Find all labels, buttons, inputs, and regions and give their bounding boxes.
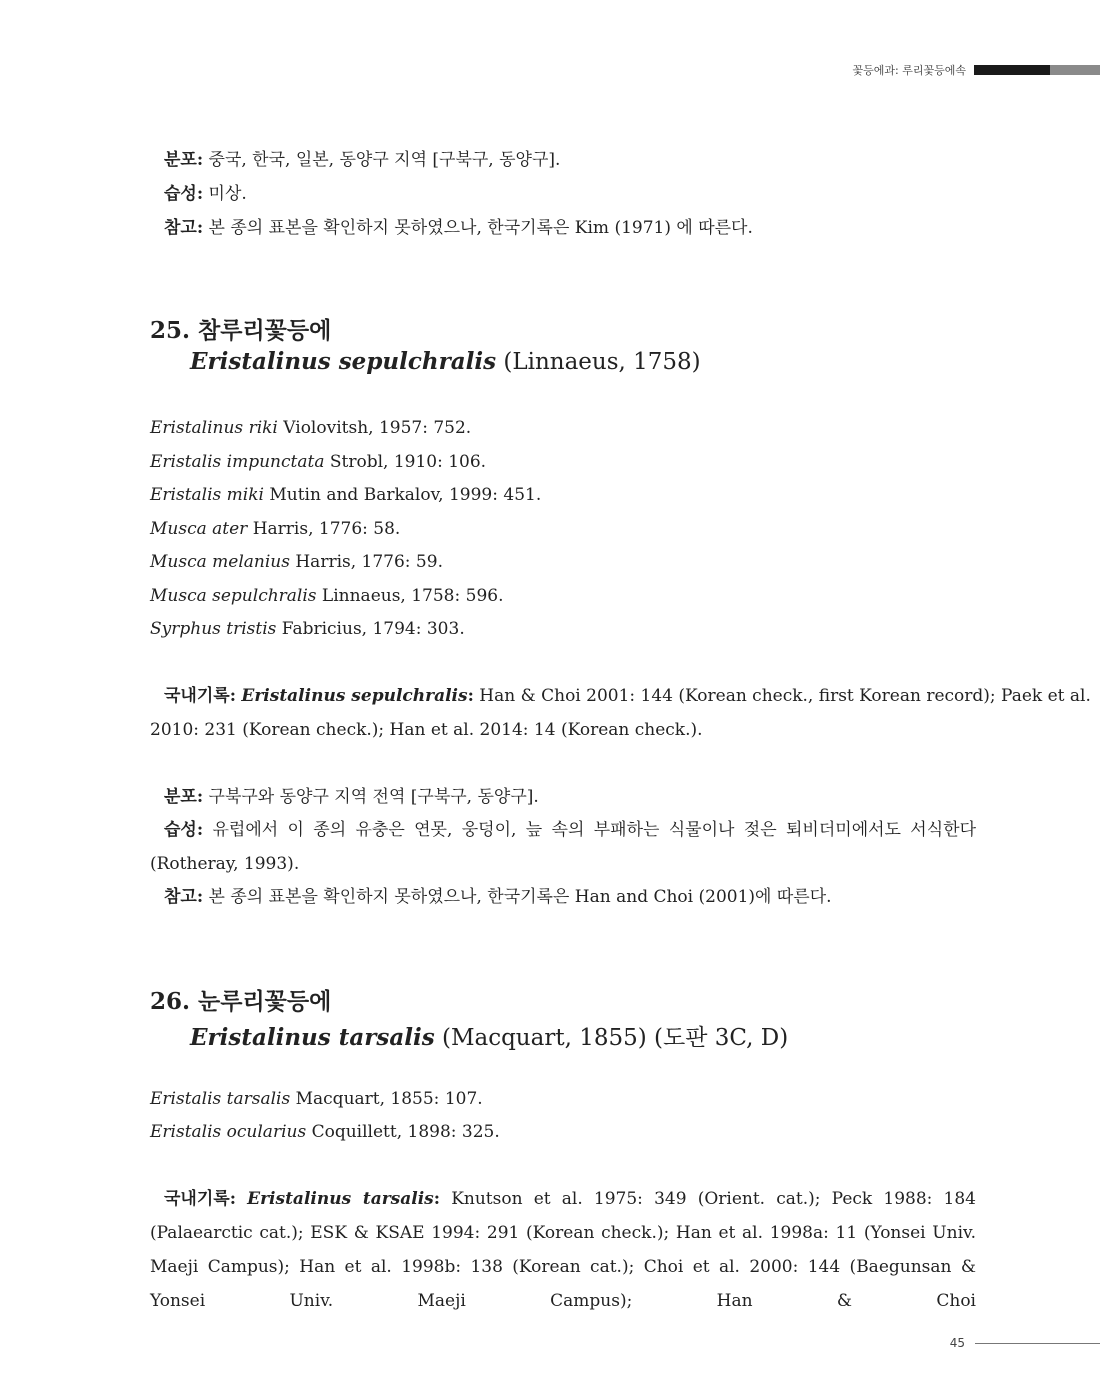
synonym-line <box>150 1115 976 1149</box>
habit-text: 미상. <box>203 184 247 204</box>
synonym-name: Eristalis impunctata <box>150 452 325 472</box>
habit-label: 습성: <box>164 184 204 204</box>
distribution-label: 분포: <box>164 150 204 170</box>
synonym-line <box>150 579 976 613</box>
notes-label: 참고: <box>164 218 204 238</box>
header-bar-dark <box>974 65 1050 75</box>
synonym-line <box>150 545 976 579</box>
species-25-title: 25. 참루리꽃등에 <box>150 317 332 344</box>
distribution-label: 분포: <box>164 787 204 807</box>
synonym-ref: Mutin and Barkalov, 1999: 451. <box>263 485 542 505</box>
habit-label: 습성: <box>164 820 204 840</box>
synonym-name: Eristalis miki <box>150 485 264 505</box>
sci-name: Eristalinus sepulchralis <box>190 348 497 375</box>
synonym-name: Musca ater <box>150 519 248 539</box>
synonym-name: Eristalis ocularius <box>150 1122 307 1142</box>
synonym-line <box>150 478 976 512</box>
synonym-line <box>150 612 976 646</box>
synonym-ref: Harris, 1776: 59. <box>289 552 443 572</box>
running-header <box>853 62 1100 78</box>
habit <box>150 813 976 881</box>
sci-author: (Macquart, 1855) (도판 3C, D) <box>434 1025 789 1051</box>
footer-rule <box>975 1343 1100 1344</box>
species-25-scientific-name <box>190 348 701 375</box>
prev-distribution <box>150 143 976 177</box>
prev-notes <box>150 211 976 245</box>
sci-name: Eristalinus tarsalis <box>190 1024 435 1051</box>
korean-records-line-2: 2010: 231 (Korean check.); Han et al. 2014: 14 (Korean check.). <box>150 720 703 740</box>
synonym-ref: Macquart, 1855: 107. <box>290 1089 483 1109</box>
distribution <box>150 780 976 814</box>
records-text: Knutson et al. 1975: 349 (Orient. cat.); Peck 1988: 184 (Palaearctic cat.); ESK & KSAE 1994: 291 (Korean check.); Han et al. 1998a: 11 (Yonsei Univ. Maeji Campus); Han et al. 1998b: 138 (Korean cat.); Choi et al. 2000: 144 (Baegunsan & Yonsei Univ. Maeji Campus); Han & Choi <box>150 1189 976 1311</box>
running-title: 꽃등에과: 루리꽃등에속 <box>852 64 966 77</box>
records-name: Eristalinus sepulchralis <box>241 686 468 706</box>
page-number: 45 <box>949 1336 965 1350</box>
korean-records-line-1 <box>150 679 1091 713</box>
records-colon: : <box>467 686 474 706</box>
synonym-line <box>150 1082 976 1116</box>
synonym-name: Musca melanius <box>150 552 290 572</box>
records-label: 국내기록: <box>164 1189 236 1209</box>
records-label: 국내기록: <box>164 686 236 706</box>
habit-text: 유럽에서 이 종의 유충은 연못, 웅덩이, 늪 속의 부패하는 식물이나 젖은 퇴비더미에서도 서식한다 (Rotheray, 1993). <box>150 820 976 874</box>
synonym-name: Syrphus tristis <box>150 619 277 639</box>
notes-text: 본 종의 표본을 확인하지 못하였으나, 한국기록은 Kim (1971) 에 따른다. <box>203 218 753 238</box>
header-bar-gray <box>1050 65 1100 75</box>
synonym-ref: Harris, 1776: 58. <box>247 519 401 539</box>
species-26-title: 26. 눈루리꽃등에 <box>150 988 332 1015</box>
page-footer <box>950 1334 1100 1352</box>
synonym-ref: Strobl, 1910: 106. <box>324 452 487 472</box>
sci-author: (Linnaeus, 1758) <box>496 349 701 375</box>
synonym-line <box>150 445 976 479</box>
synonym-ref: Violovitsh, 1957: 752. <box>277 418 472 438</box>
synonym-name: Eristalinus riki <box>150 418 278 438</box>
prev-habit <box>150 177 976 211</box>
synonym-ref: Coquillett, 1898: 325. <box>306 1122 500 1142</box>
synonym-name: Eristalis tarsalis <box>150 1089 291 1109</box>
species-26-scientific-name <box>190 1019 788 1052</box>
synonym-line <box>150 512 976 546</box>
notes-text: 본 종의 표본을 확인하지 못하였으나, 한국기록은 Han and Choi (2001)에 따른다. <box>203 887 832 907</box>
records-text: Han & Choi 2001: 144 (Korean check., first Korean record); Paek et al. <box>473 686 1091 706</box>
korean-records <box>150 1182 976 1318</box>
distribution-text: 구북구와 동양구 지역 전역 [구북구, 동양구]. <box>203 787 539 807</box>
synonym-ref: Fabricius, 1794: 303. <box>276 619 465 639</box>
notes-label: 참고: <box>164 887 204 907</box>
notes <box>150 880 976 914</box>
records-colon: : <box>433 1189 441 1209</box>
synonym-ref: Linnaeus, 1758: 596. <box>316 586 504 606</box>
synonym-line <box>150 411 976 445</box>
distribution-text: 중국, 한국, 일본, 동양구 지역 [구북구, 동양구]. <box>203 150 561 170</box>
synonym-name: Musca sepulchralis <box>150 586 317 606</box>
records-name: Eristalinus tarsalis <box>247 1189 434 1209</box>
